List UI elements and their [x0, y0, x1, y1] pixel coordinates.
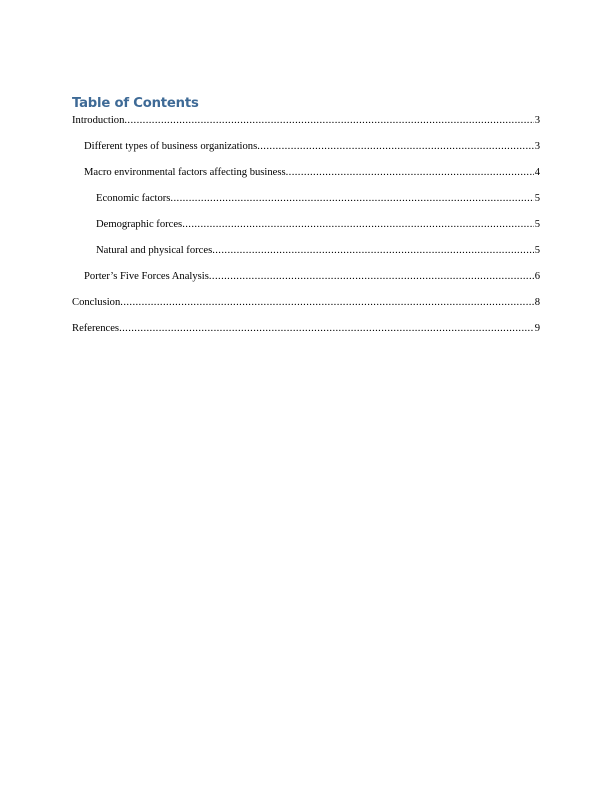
toc-entry-label: Economic factors	[96, 193, 171, 204]
dot-leader	[170, 192, 533, 206]
dot-leader	[182, 218, 534, 232]
toc-page-number: 5	[534, 219, 540, 230]
toc-entry-business-organizations[interactable]	[72, 140, 540, 154]
dot-leader	[119, 322, 534, 336]
toc-entry-label: Demographic forces	[96, 219, 183, 230]
toc-entry-label: Different types of business organizations	[84, 141, 258, 152]
table-of-contents	[72, 114, 540, 348]
toc-entry-label: Conclusion	[72, 297, 121, 308]
toc-entry-demographic-forces[interactable]	[72, 218, 540, 232]
toc-page-number: 9	[534, 323, 540, 334]
toc-entry-references[interactable]	[72, 322, 540, 336]
toc-page-number: 8	[534, 297, 540, 308]
toc-entry-introduction[interactable]	[72, 114, 540, 128]
toc-entry-economic-factors[interactable]	[72, 192, 540, 206]
dot-leader	[212, 244, 534, 258]
toc-entry-label: Porter’s Five Forces Analysis	[84, 271, 209, 282]
toc-entry-label: Macro environmental factors affecting business	[84, 167, 286, 178]
dot-leader	[286, 166, 534, 180]
toc-entry-macro-environmental-factors[interactable]	[72, 166, 540, 180]
dot-leader	[257, 140, 534, 154]
toc-entry-porters-five-forces[interactable]	[72, 270, 540, 284]
toc-entry-label: Introduction	[72, 115, 125, 126]
toc-page-number: 3	[534, 141, 540, 152]
dot-leader	[209, 270, 534, 284]
toc-entry-natural-physical-forces[interactable]	[72, 244, 540, 258]
toc-page-number: 3	[534, 115, 540, 126]
toc-page-number: 6	[534, 271, 540, 282]
toc-page-number: 5	[534, 193, 540, 204]
toc-title: Table of Contents	[72, 96, 199, 111]
dot-leader	[124, 114, 533, 128]
toc-entry-label: References	[72, 323, 120, 334]
toc-page-number: 5	[534, 245, 540, 256]
toc-entry-conclusion[interactable]	[72, 296, 540, 310]
dot-leader	[120, 296, 533, 310]
toc-entry-label: Natural and physical forces	[96, 245, 213, 256]
toc-page-number: 4	[534, 167, 540, 178]
